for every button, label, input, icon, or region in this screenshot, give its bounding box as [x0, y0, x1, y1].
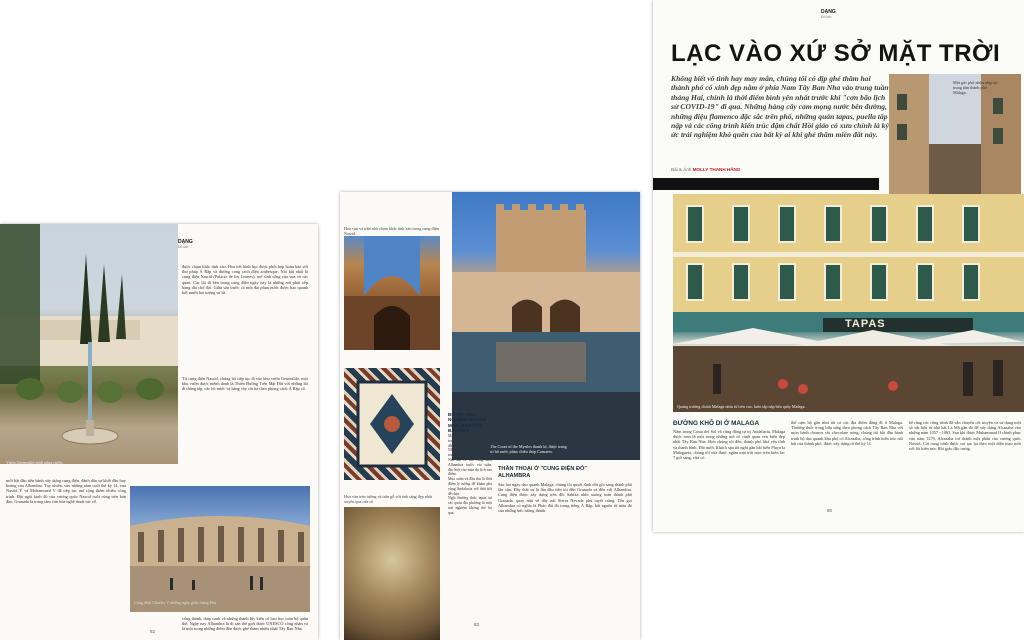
- arch-caption: Hoa văn và trần nhà chạm khắc tinh xảo trong cung điện Nasrid.: [344, 226, 439, 236]
- article-column: mới bắt đầu tiến hành xây dựng cung điện, đánh dấu sự khởi đầu huy hoàng của Alhambra. Tuy nhiên, vào những năm cuối thế kỷ 14, vua Nasrid Ý và Mohammed V đã tiếp tục mở rộng thêm nhiều công trình. Đặt ngôi kinh đô của vương quốc Nasrid cuối cùng trên bán đảo, Granada là trung tâm văn hóa nghệ thuật rực rỡ.: [6, 478, 126, 504]
- tip-item: Malaga và Granada là một trong những điểm đến hấp dẫn nhất miền Nam Tây Ban Nha, nên tham khảo vé trước.: [448, 434, 492, 458]
- left-magazine-page: [0, 224, 318, 640]
- byline: [671, 167, 740, 172]
- tips-sidebar: [448, 434, 492, 614]
- section-tag-label: DẠNG: [178, 239, 193, 245]
- courtyard-caption: Cung điện Charles V những ngày giữa tháng Hai.: [134, 600, 217, 605]
- tile-caption: Hoa văn trên tường và trần gỗ với ánh sáng đẹp nhất xuyên qua cửa sổ.: [344, 494, 432, 504]
- byline-prefix: Bài & Ảnh: [671, 167, 692, 172]
- tip-item: Mùa xuân và đầu thu là thời điểm lý tưởng để khám phá vùng Andalucía với thời tiết dễ chịu.: [448, 477, 492, 496]
- tip-item: Ngồi thưởng thức tapas tại các quán địa phương là một trải nghiệm không thể bỏ qua.: [448, 496, 492, 515]
- section-title: ĐƯỜNG KHÔ DI Ở MALAGA: [673, 420, 760, 427]
- section-tag: [821, 10, 836, 20]
- tower-caption: The Court of the Myrtles thanh bí, được trang trí hồ nước phản chiếu tháp Comares.: [490, 444, 567, 454]
- page-number: 82: [150, 629, 156, 634]
- page-number: 83: [474, 622, 480, 627]
- street-caption: Một góc phố nhộn nhịp tại trung tâm thành phố Málaga.: [953, 80, 998, 95]
- plaza-caption: Quảng trường chính Malaga nhìn từ trên cao, luôn tấp nập bên quầy Malaga.: [677, 404, 806, 409]
- middle-magazine-page: [340, 192, 640, 640]
- right-magazine-page: [653, 0, 1024, 532]
- generalife-garden-photo: [0, 224, 178, 464]
- article-column: Sau hai ngày dạo quanh Malaga, chúng tôi quyết định dời gót sang thành phố lân cận. Đây thật sự là lần đầu tiên tôi đến Granada và đến với Alhambra. Cung điện được xây dựng trên đồi Sabika nhìn xuống toàn thành phố Granada, quay mặt về dãy núi Sierra Nevada phủ tuyết trắng. Tên gọi Alhambra có nghĩa là Pháo đài đỏ trong tiếng Ả Rập, bắt nguồn từ màu đỏ của những bức tường thành.: [498, 482, 632, 514]
- sidebar-title: BỎ TÚI KINH NGHIỆM DU LỊCH MIỀN NAM TÂY BAN NHA: [448, 412, 487, 434]
- tip-item: Nên đặt vé vào cung điện Alhambra trước vài tuần, đặc biệt vào mùa du lịch cao điểm.: [448, 457, 492, 477]
- article-column: được chạm khắc tinh xảo. Hoa tiết hình học được phối hợp hoàn hảo với thư pháp Ả Rập và đường cong cách điệu arabesque. Nổi bật nhất là cung điện Nasrid (Palacio de los Leones), nơi sinh sống của vua và các quan. Các lối đi bên trong cung điện ngày nay là những nơi phải xếp hàng dài chờ đợi. Giữa sân trước có một đài phun nước được bao quanh bởi mười hai tượng sư tử.: [182, 264, 308, 296]
- section-tag-sub: Đô lịch: [821, 15, 832, 19]
- section-tag-label: DẠNG: [821, 9, 836, 15]
- article-column: Từ cung điện Nasrid, chúng tôi tiếp tục đi vào khu vườn Generalife, một khu vườn được mệnh danh là Thiên Đường Trên Mặt Đất với những lối đi thẳng tắp, các hồ nước và hàng cây cắt tỉa theo phong cách Ả Rập cổ.: [182, 376, 308, 392]
- malaga-plaza-photo: [673, 194, 1024, 412]
- garden-caption: Vườn Generalife dưới nắng chiều.: [6, 460, 64, 465]
- section-tag: [178, 240, 193, 250]
- alhambra-arch-photo: [344, 236, 440, 350]
- byline-author: MOLLY THANH HẰNG: [692, 167, 741, 172]
- page-number: 80: [827, 508, 833, 513]
- article-column: kể rằng các công trình đã vẫn chuyển cốt truyện và sử dụng một số vật liệu từ nhà hát La Mã gần đó để xây dựng Alcazaba vào những năm 1057 - 1063. Sau khi được Muhammad II chinh phục vào năm 1279, Alcazaba trở thành một phần của vương quốc Nasrid. Cát cung trình được coi tạo lại theo một diện mạo mới với lối kiến trúc Hồi giáo đặc trưng.: [909, 420, 1021, 452]
- mosaic-tile-photo: [344, 368, 440, 480]
- article-column: Nằm trong Costa del Sol và cũng đồng tự trị Andalucía, Malaga được xem là một trong những nơi có cảnh quan ven biển đẹp nhất Tây Ban Nha. Hơn chúng tôi đến, thành phố khá yên tĩnh và thanh bình. Đất nước Khách sạn tôi nghỉ gần bãi biển Playa la Malagueta, chúng tôi vừa được ngắm mặt trời mọc trên biển lúc 7 giờ sáng, vừa có: [673, 429, 785, 461]
- article-title: LẠC VÀO XỨ SỞ MẶT TRỜI: [671, 40, 1001, 67]
- carved-ceiling-photo: [344, 507, 440, 640]
- article-lede: Không biết vô tình hay may mắn, chúng tôi có dịp ghé thăm hai thành phố cổ xinh đẹp nằm ở phía Nam Tây Ban Nha vào trung tuần tháng Hai, chính là thời điểm bình yên nhất trước khi "cơn bão lịch sử COVID-19" đi qua. Những hàng cây cam mọng nước bên đường, những điệu flamenco đặc sắc trên phố, những quán tapas, puella tấp nập và các công trình kiến trúc đậm chất Hồi giáo có xưa chính là ký ức trải nghiệm khó quên của bất kỳ ai khi ghé thăm miền đất này.: [671, 74, 889, 140]
- article-column: cổng thành, tháp canh và những thành lũy kiên cố bao bọc toàn bộ quần thể. Ngày nay Alhambra là di sản thế giới được UNESCO công nhận và là một trong những điểm đến được ghé thăm nhiều nhất Tây Ban Nha.: [182, 616, 308, 632]
- decorative-band: [653, 178, 879, 190]
- article-column: thể cảm bộ gần như tất cả các địa điểm đáng đi ở Malaga. Thường thức trong bữa sáng theo phong cách Tây Ban Nha với món bánh churros sốt chocolate nóng, chúng tôi bắt đầu hành trình bộ dạo quanh khu phố cổ Alcazaba, công trình kiến trúc nổi bật của thành phố, được xây dựng từ thế kỷ 11.: [791, 420, 903, 446]
- charles-v-palace-photo: [130, 486, 310, 612]
- section-title-line2: ALHAMBRA: [498, 473, 531, 479]
- tapas-sign: TAPAS: [845, 318, 886, 330]
- section-title: THẦN THOẠI Ở "CUNG ĐIỆN ĐỎ": [498, 466, 588, 472]
- section-tag-sub: Đô lịch: [178, 245, 189, 249]
